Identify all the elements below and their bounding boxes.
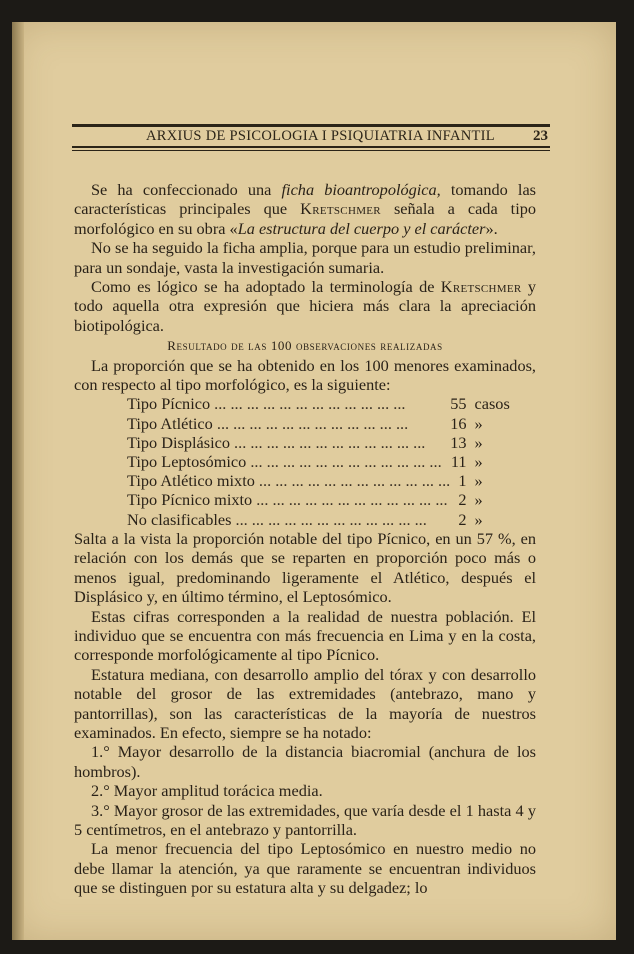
- list-item: 3.° Mayor grosor de las extremidades, que varía desde el 1 hasta 4 y 5 centímetros, en el antebrazo y pantorrilla.: [74, 800, 536, 839]
- body-text: [74, 180, 536, 898]
- list-item: 2.° Mayor amplitud torácica media.: [91, 781, 323, 801]
- paragraph-estatura: Estatura mediana, con desarrollo amplio del tórax y con desarrollo notable del grosor de las extremidades (antebrazo, mano y pantorrillas), son las características de la mayoría de nuestros examinados. En efecto, siempre se ha notado:: [74, 664, 536, 742]
- paragraph-leptosomico: La menor frecuencia del tipo Leptosómico en nuestro medio no debe llamar la atención, ya que raramente se encuentran individuos que se distinguen por su estatura alta y su delgadez; lo: [74, 839, 536, 898]
- page-number: 23: [533, 128, 548, 144]
- table-row: Tipo Displásico ... . 13 »: [127, 433, 535, 452]
- table-row: No clasificables ... . 2 »: [127, 510, 535, 529]
- table-row: Tipo Atlético mixto ... . 1 »: [127, 471, 535, 490]
- table-row: Tipo Atlético ... . 16 »: [127, 414, 535, 433]
- header-rule-top: [72, 124, 550, 127]
- table-row: Tipo Pícnico mixto ... . 2 »: [127, 490, 535, 509]
- list-item: 1.° Mayor desarrollo de la distancia biacromial (anchura de los hombros).: [74, 742, 536, 781]
- table-row: Tipo Leptosómico ... . 11 »: [127, 452, 535, 471]
- paragraph-cifras: Estas cifras corresponden a la realidad de nuestra población. El individuo que se encuentra con más frecuencia en Lima y en la costa, corresponde morfológicamente al tipo Pícnico.: [74, 606, 536, 665]
- paragraph-ficha: Se ha confeccionado una ficha bioantropológica, tomando las características principales que Kretschmer señala a cada tipo morfológico en su obra «La estructura del cuerpo y el carácter».: [74, 180, 537, 238]
- section-title: Resultado de las 100 observaciones realizadas: [167, 338, 443, 354]
- paragraph-salta: Salta a la vista la proporción notable del tipo Pícnico, en un 57 %, en relación con los demás que se reparten en proporción poco más o menos igual, predominando ligeramente el Atlético, después el Displásico y, en último término, el Leptosómico.: [74, 528, 536, 607]
- journal-title: ARXIUS DE PSICOLOGIA I PSIQUIATRIA INFANTIL: [146, 128, 495, 144]
- table-row: Tipo Pícnico ... . 55 casos: [127, 394, 535, 413]
- header-rule-thin: [72, 150, 550, 151]
- book-spine: [12, 22, 24, 940]
- paragraph-terminologia: Como es lógico se ha adoptado la terminología de Kretschmer y todo aquella otra expresión que hiciera más clara la apreciación biotipológica.: [74, 277, 536, 335]
- paragraph-proporcion: La proporción que se ha obtenido en los 100 menores examinados, con respecto al tipo morfológico, es la siguiente:: [74, 355, 536, 395]
- paragraph-sondaje: No se ha seguido la ficha amplia, porque para un estudio preliminar, para un sondaje, vasta la investigación sumaria.: [74, 238, 536, 277]
- running-header: [72, 124, 550, 170]
- header-rule-bottom: [72, 146, 550, 148]
- morphology-table: [127, 394, 535, 528]
